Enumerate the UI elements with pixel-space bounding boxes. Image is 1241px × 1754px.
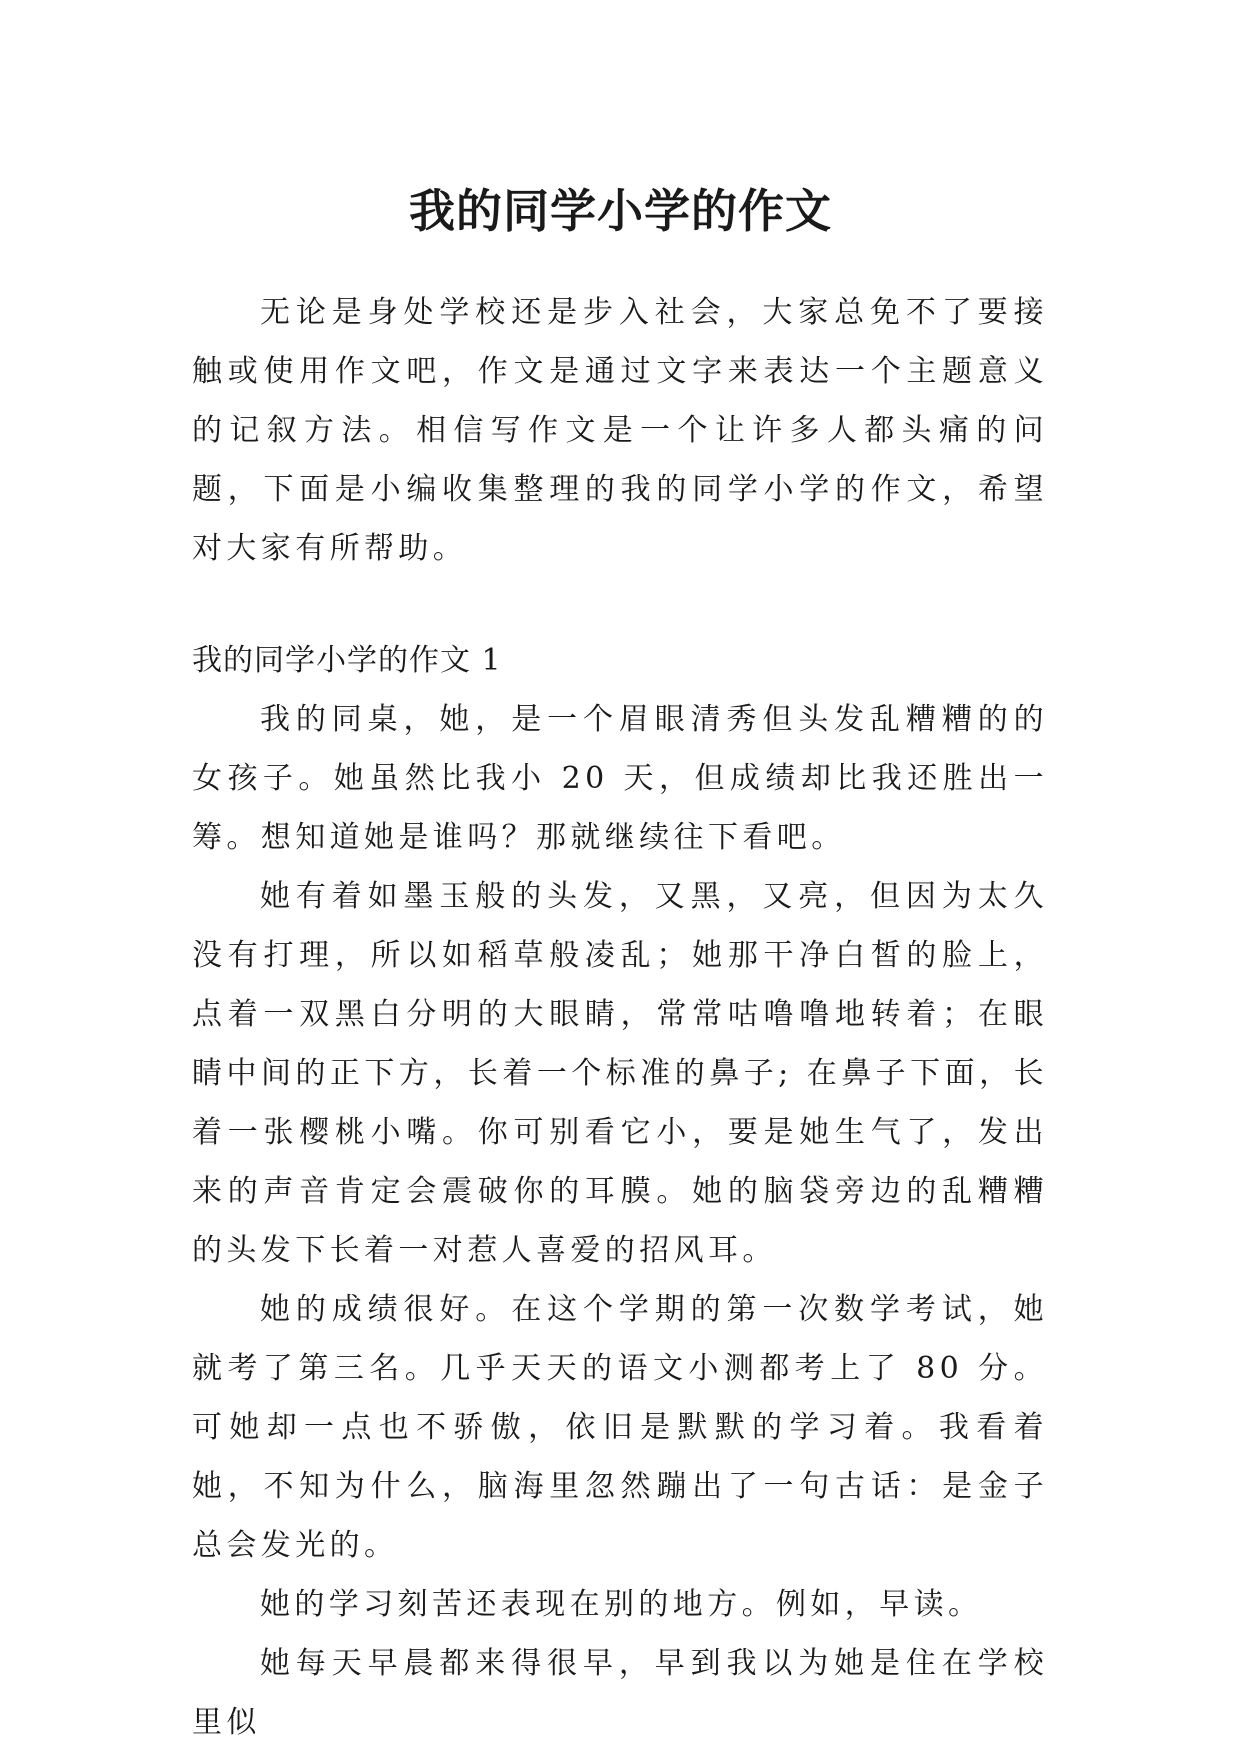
body-paragraph: 我的同桌，她，是一个眉眼清秀但头发乱糟糟的的女孩子。她虽然比我小 20 天，但成绩却比我还胜出一筹。想知道她是谁吗？那就继续往下看吧。: [192, 702, 1048, 855]
section-heading: 我的同学小学的作文 1: [192, 643, 502, 678]
body-paragraph: 她的学习刻苦还表现在别的地方。例如，早读。: [260, 1587, 983, 1622]
document-body: [192, 283, 1048, 1752]
document-title: 我的同学小学的作文: [409, 183, 832, 238]
body-paragraph: 她每天早晨都来得很早，早到我以为她是住在学校里似: [192, 1646, 1048, 1740]
body-paragraph: 她的成绩很好。在这个学期的第一次数学考试，她就考了第三名。几乎天天的语文小测都考上了 80 分。可她却一点也不骄傲，依旧是默默的学习着。我看着她，不知为什么，脑海里忽然蹦出了一句古话：是金子总会发光的。: [192, 1292, 1048, 1563]
body-paragraph: 她有着如墨玉般的头发，又黑，又亮，但因为太久没有打理，所以如稻草般凌乱；她那干净白皙的脸上，点着一双黑白分明的大眼睛，常常咕噜噜地转着；在眼睛中间的正下方，长着一个标准的鼻子; 在鼻子下面，长着一张樱桃小嘴。你可别看它小，要是她生气了，发出来的声音肯定会震破你的耳膜。她的脑袋旁边的乱糟糟的头发下长着一对惹人喜爱的招风耳。: [192, 879, 1048, 1268]
intro-paragraph: 无论是身处学校还是步入社会，大家总免不了要接触或使用作文吧，作文是通过文字来表达一个主题意义的记叙方法。相信写作文是一个让许多人都头痛的问题，下面是小编收集整理的我的同学小学的作文，希望对大家有所帮助。: [192, 295, 1048, 566]
